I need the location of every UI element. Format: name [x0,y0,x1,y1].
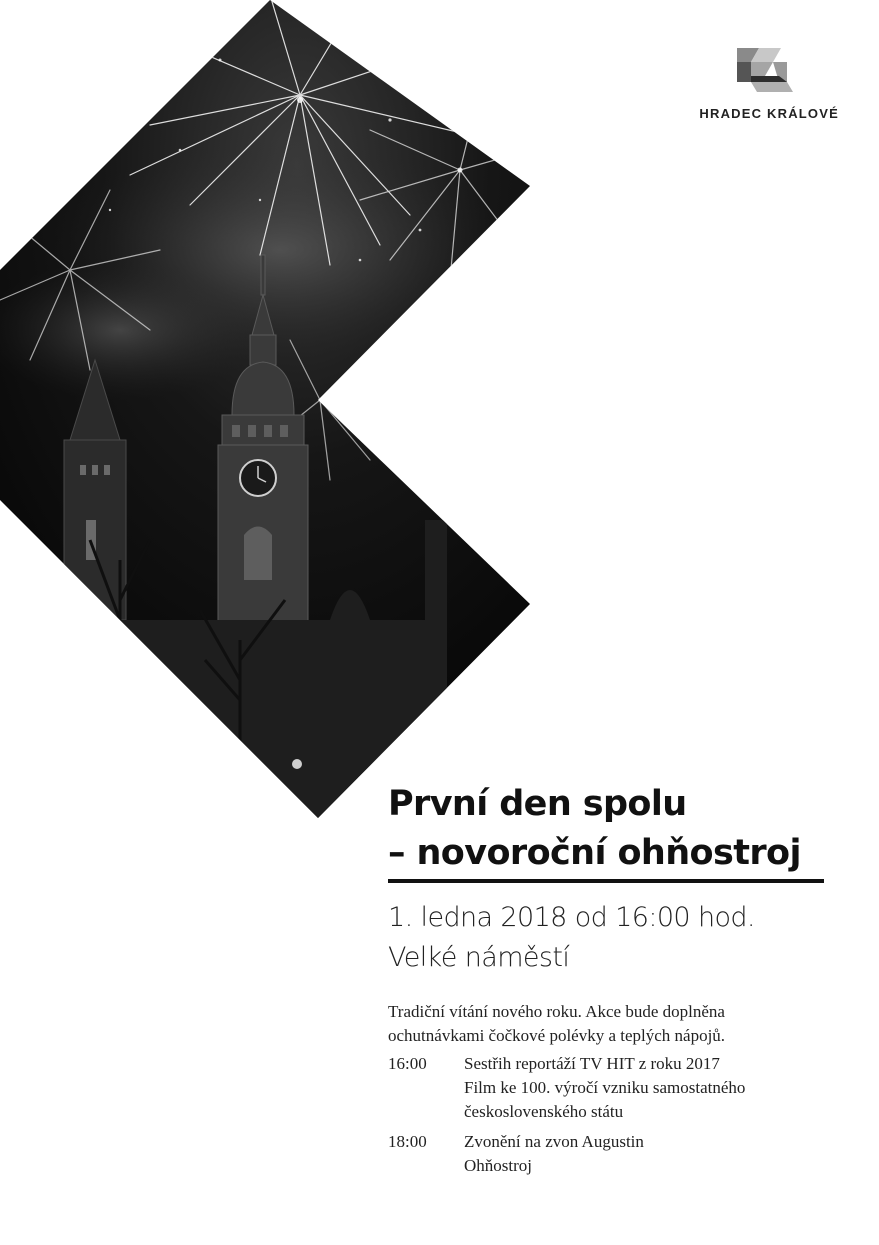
city-logo [689,48,839,128]
title-line-1: První den spolu [388,784,687,824]
schedule-item: Sestřih reportáží TV HIT z roku 2017 [464,1054,720,1073]
fireworks-photo [0,0,540,820]
schedule-item: Zvonění na zvon Augustin [464,1132,644,1151]
schedule-row [388,1130,828,1178]
event-schedule [388,1052,828,1184]
title-divider [388,879,824,883]
schedule-item: československého státu [464,1102,624,1121]
schedule-items [464,1130,644,1178]
event-intro [388,1000,818,1048]
hradec-kralove-logo-icon [737,48,793,96]
logo-text: HRADEC KRÁLOVÉ [699,106,839,121]
event-details [388,898,838,978]
schedule-item: Ohňostroj [464,1156,532,1175]
intro-line-2: ochutnávkami čočkové polévky a teplých nápojů. [388,1026,726,1045]
intro-line-1: Tradiční vítání nového roku. Akce bude doplněna [388,1002,725,1021]
schedule-time: 16:00 [388,1054,427,1073]
schedule-row [388,1052,828,1124]
schedule-time: 18:00 [388,1132,427,1151]
event-date-time: 1. ledna 2018 od 16:00 hod. [388,902,755,933]
event-title [388,780,838,878]
schedule-items [464,1052,745,1124]
event-place: Velké náměstí [388,942,570,973]
title-line-2: – novoroční ohňostroj [388,833,801,873]
schedule-item: Film ke 100. výročí vzniku samostatného [464,1078,746,1097]
